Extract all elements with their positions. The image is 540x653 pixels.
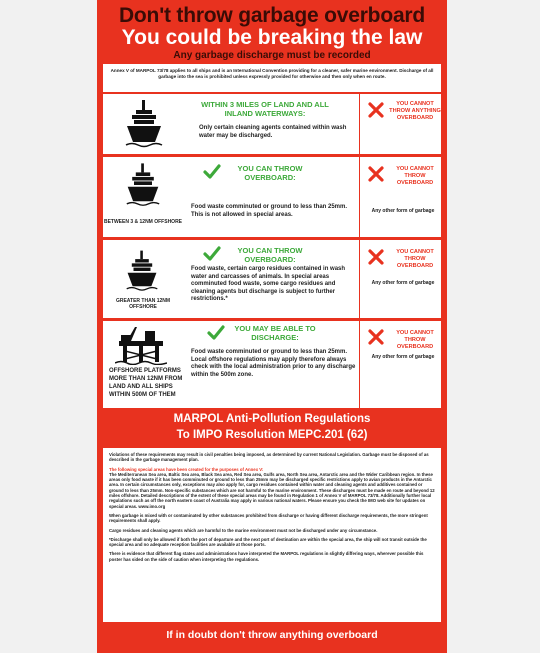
poster-record-notice: Any garbage discharge must be recorded — [173, 50, 371, 61]
other-garbage-label: Any other form of garbage — [371, 280, 435, 286]
rule-row-over-12nm — [103, 240, 441, 318]
other-garbage-label: Any other form of garbage — [371, 354, 435, 360]
row-caption: BETWEEN 3 & 12NM OFFSHORE — [103, 219, 183, 225]
notes-mixed-garbage: When garbage is mixed with or contaminated by other substances prohibited from discharge or having different discharge requirements, the more stringent requirements shall apply. — [109, 512, 428, 524]
check-icon — [207, 325, 225, 341]
notes-violations: Violations of these requirements may result in civil penalties being imposed, as determined by current National Legislation. Garbage must be disposed of as described in the garbage management plan. — [109, 452, 429, 463]
other-garbage-label: Any other form of garbage — [371, 208, 435, 214]
row-body: Only certain cleaning agents contained within wash water may be discharged. — [199, 125, 347, 139]
row-divider — [359, 157, 360, 237]
rule-row-offshore-platforms — [103, 321, 441, 408]
rule-row-inland — [103, 94, 441, 154]
row-body: Food waste comminuted or ground to less than 25mm. Local offshore regulations may apply therefore always check with the local administration prior to any discharge within the 500m zone. — [191, 349, 356, 378]
notes-special-areas-heading: The following special areas have been created for the purposes of Annex V: — [109, 466, 264, 472]
row-heading: YOU MAY BE ABLE TO DISCHARGE: — [234, 324, 316, 342]
notes-special-areas: The Mediterranean Sea area, Baltic Sea area, Black Sea area, Red Sea area, Gulfs area, North Sea area, Antarctic area and the Wider Caribbean region. In these areas only food waste if it has been comminuted or ground to less than 25mm may be discharged specific restrictions apply to avian products in the Antarctic area. In certain circumstances only, exceptions may also apply for, cargo residues contained within water and cleaning agents and additives contained or ground to less than 25mm. Non-specific substances which are not harmful to the marine environment. These discharges must be made en route and beyond 12 miles offshore. Detailed descriptions of the extent of these special areas may be found in Regulation 1 of Annex V of MARPOL 73/78. Additionally further local regulations such as off the north eastern coast of Australia may apply in various national waters. Please ensure you check the IMO web site for updates on special areas. www.imo.org — [109, 471, 435, 509]
cannot-label: YOU CANNOT THROW OVERBOARD — [396, 330, 434, 350]
row-divider — [359, 321, 360, 408]
marpol-resolution: To IMPO Resolution MEPC.201 (62) — [176, 429, 368, 441]
row-heading: YOU CAN THROW OVERBOARD: — [237, 164, 303, 182]
row-caption: OFFSHORE PLATFORMS MORE THAN 12NM FROM LAND AND ALL SHIPS WITHIN 500M OF THEM — [109, 368, 183, 398]
notes-discharge-condition: *Discharge shall only be allowed if both the port of departure and the next port of destination are within the special area, the ship will not transit outside the special area and no adequate reception facilities are available at those ports. — [109, 536, 427, 548]
row-heading: YOU CAN THROW OVERBOARD: — [237, 246, 303, 264]
ship-icon — [124, 98, 164, 150]
poster-subtitle: You could be breaking the law — [121, 26, 423, 49]
intro-panel — [103, 64, 441, 92]
marpol-title: MARPOL Anti-Pollution Regulations — [173, 413, 371, 425]
intro-text: Annex V of MARPOL 73/78 applies to all ships and is an International Convention providing for a cleaner, safer marine environment. Discharge of all garbage into the sea is prohibited unless expressly provided for otherwise and then only when en route. — [110, 68, 434, 79]
poster-footer: If in doubt don't throw anything overboard — [166, 629, 378, 641]
poster-title: Don't throw garbage overboard — [118, 4, 426, 27]
ship-icon — [125, 248, 159, 294]
ship-icon — [125, 161, 161, 209]
row-caption: GREATER THAN 12NM OFFSHORE — [115, 298, 171, 310]
cannot-label: YOU CANNOT THROW ANYTHING OVERBOARD — [389, 101, 441, 121]
cannot-label: YOU CANNOT THROW OVERBOARD — [396, 166, 434, 186]
oil-platform-icon — [115, 327, 167, 365]
row-body: Food waste, certain cargo residues contained in wash water and carcasses of animals. In special areas comminuted food waste, some cargo residues and cleaning agents but discharge is subject to further restrictions.* — [191, 266, 346, 302]
cross-icon — [368, 166, 384, 182]
row-heading: WITHIN 3 MILES OF LAND AND ALL INLAND WATERWAYS: — [201, 100, 329, 118]
rule-row-3-12nm — [103, 157, 441, 237]
notes-interpretation: There is evidence that different flag states and administrations have interpreted the MARPOL regulations in slightly differing ways, wherever possible this poster has sided on the side of caution when interpreting the regulations. — [109, 551, 424, 562]
check-icon — [203, 246, 221, 262]
garbage-poster — [97, 0, 447, 653]
cross-icon — [368, 329, 384, 345]
cross-icon — [368, 102, 384, 118]
row-divider — [359, 240, 360, 318]
cross-icon — [368, 249, 384, 265]
row-divider — [359, 94, 360, 154]
row-body: Food waste comminuted or ground to less than 25mm. This is not allowed in special areas. — [191, 204, 348, 218]
check-icon — [203, 164, 221, 180]
notes-cargo-residues: Cargo residues and cleaning agents which are harmful to the marine environment must not be discharged under any circumstance. — [109, 527, 378, 533]
cannot-label: YOU CANNOT THROW OVERBOARD — [396, 249, 434, 269]
notes-panel — [103, 448, 441, 622]
